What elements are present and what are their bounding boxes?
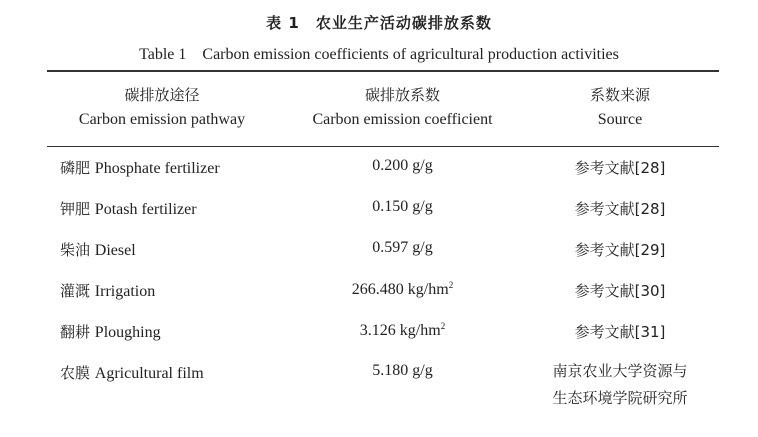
source-cell: 参考文献[30]: [574, 282, 666, 300]
coefficient-cell: [300, 198, 505, 216]
source-cell: 参考文献[31]: [574, 323, 666, 341]
table-caption-cn: 表 1 农业生产活动碳排放系数: [266, 14, 492, 32]
pathway-cn: 农膜: [60, 364, 91, 382]
top-rule: [47, 70, 719, 72]
unit-base: kg/hm: [399, 322, 441, 339]
pathway-cn: 灌溉: [60, 282, 91, 300]
unit-superscript: 2: [440, 321, 446, 331]
source-cell: 参考文献[29]: [574, 241, 666, 259]
pathway-en: Potash fertilizer: [94, 201, 197, 218]
pathway-cell: [60, 280, 155, 301]
pathway-en: Ploughing: [94, 324, 161, 341]
pathway-en: Phosphate fertilizer: [94, 160, 220, 177]
unit-superscript: 2: [448, 280, 454, 290]
header-pathway-cn: 碳排放途径: [124, 86, 200, 104]
coefficient-unit: g/g: [412, 157, 433, 174]
coefficient-value: 266.480: [351, 281, 404, 298]
coefficient-unit: g/g: [412, 239, 433, 256]
pathway-cn: 磷肥: [60, 159, 91, 177]
header-coefficient: [290, 84, 515, 129]
source-line: 南京农业大学资源与: [552, 362, 688, 380]
coefficient-value: 0.200: [372, 157, 409, 174]
header-source: [535, 84, 705, 129]
header-source-en: Source: [597, 111, 643, 128]
source-cell: 参考文献[28]: [574, 159, 666, 177]
coefficient-cell: [300, 157, 505, 175]
source-cell: [535, 358, 705, 412]
pathway-cell: [60, 239, 136, 260]
coefficient-value: 0.150: [372, 198, 409, 215]
pathway-en: Irrigation: [94, 283, 156, 300]
coefficient-value: 3.126: [359, 322, 396, 339]
source-cell: 参考文献[28]: [574, 200, 666, 218]
coefficient-cell: [300, 362, 505, 380]
header-rule: [47, 146, 719, 147]
pathway-en: Diesel: [94, 242, 136, 259]
header-pathway-en: Carbon emission pathway: [78, 111, 246, 128]
header-coefficient-cn: 碳排放系数: [364, 86, 440, 104]
pathway-cn: 柴油: [60, 241, 91, 259]
unit-base: kg/hm: [407, 281, 449, 298]
coefficient-cell: [300, 239, 505, 257]
coefficient-unit: g/g: [412, 198, 433, 215]
pathway-cn: 钾肥: [60, 200, 91, 218]
pathway-cn: 翻耕: [60, 323, 91, 341]
coefficient-unit: [400, 322, 445, 339]
source-line: 生态环境学院研究所: [552, 389, 688, 407]
coefficient-unit: g/g: [412, 362, 433, 379]
header-source-cn: 系数来源: [589, 86, 650, 104]
pathway-en: Agricultural film: [94, 365, 204, 382]
pathway-cell: [60, 362, 204, 383]
coefficient-cell: [300, 280, 505, 299]
pathway-cell: [60, 321, 161, 342]
header-pathway: [47, 84, 277, 129]
header-coefficient-en: Carbon emission coefficient: [312, 111, 493, 128]
coefficient-value: 5.180: [372, 362, 409, 379]
pathway-cell: [60, 198, 197, 219]
pathway-cell: [60, 157, 220, 178]
coefficient-unit: [408, 281, 453, 298]
coefficient-value: 0.597: [372, 239, 409, 256]
table-caption-en: Table 1 Carbon emission coefficients of agricultural production activities: [139, 46, 619, 63]
coefficient-cell: [300, 321, 505, 340]
